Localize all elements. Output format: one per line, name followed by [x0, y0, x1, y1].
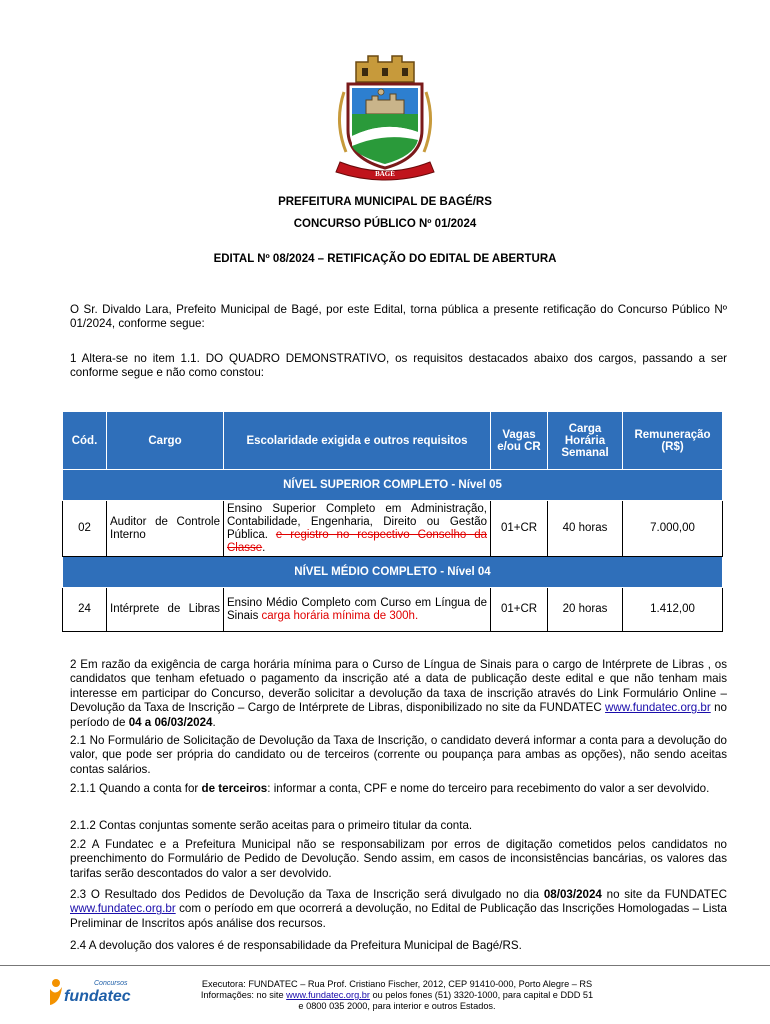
- item-2-4-paragraph: 2.4 A devolução dos valores é de responsabilidade da Prefeitura Municipal de Bagé/RS.: [70, 939, 522, 952]
- item-2-1-2-paragraph: 2.1.2 Contas conjuntas somente serão aceitas para o primeiro titular da conta.: [70, 819, 473, 832]
- header-carga: Carga Horária Semanal: [548, 412, 623, 470]
- logo-main-text: fundatec: [64, 988, 131, 1005]
- cell-vagas: 01+CR: [491, 588, 548, 632]
- intro-paragraph: O Sr. Divaldo Lara, Prefeito Municipal de Bagé, por este Edital, torna pública a presente retificação do Concurso Público Nº 01/2024, conforme segue:: [70, 303, 727, 331]
- struck-requirement-text: e registro no respectivo Conselho da Classe: [227, 528, 487, 554]
- item-2-dates: 04 a 06/03/2024: [128, 715, 213, 729]
- item-2-2-paragraph: 2.2 A Fundatec e a Prefeitura Municipal não se responsabilizam por erros de digitação cometidos pelos candidatos no preenchimento do Formulário de Pedido de Devolução. Sendo assim, em casos de inconsistências bancárias, os valores das tarifas serão descontados do valor a ser devolvido.: [70, 838, 727, 880]
- level-band-label: NÍVEL SUPERIOR COMPLETO - Nível 05: [63, 470, 723, 501]
- requirement-text: Ensino Médio Completo com Curso em Língua de Sinais: [227, 596, 487, 622]
- cell-escolaridade: [224, 588, 491, 632]
- svg-text:BAGÉ: BAGÉ: [375, 170, 395, 178]
- footer-line-3: e 0800 035 2000, para interior e outros Estados.: [298, 1001, 496, 1011]
- contest-title: CONCURSO PÚBLICO Nº 01/2024: [293, 218, 477, 230]
- footer-line-2-post: ou pelos fones (51) 3320-1000, para capital e DDD 51: [372, 990, 594, 1000]
- footer-line-2: [162, 990, 632, 1001]
- item-2-text: 2 Em razão da exigência de carga horária mínima para o Curso de Língua de Sinais para o cargo de Intérprete de Libras , os candidatos que tenham efetuado o pagamento da inscrição até a data de publicação deste edital e que não tenham mais interesse em participar do Concurso, deverão solicitar a devolução da taxa de inscrição através do Link Formulário Online – Devolução da Taxa de Inscrição – Cargo de Intérprete de Libras, disponibilizado no site da FUNDATEC: [70, 658, 727, 715]
- header-escolaridade: Escolaridade exigida e outros requisitos: [224, 412, 491, 470]
- cell-cargo: Intérprete de Libras: [107, 588, 224, 632]
- item-2-3-pre: 2.3 O Resultado dos Pedidos de Devolução da Taxa de Inscrição será divulgado no dia: [70, 888, 540, 901]
- header-cod: Cód.: [63, 412, 107, 470]
- cell-escolaridade: [224, 501, 491, 557]
- cell-carga: 20 horas: [548, 588, 623, 632]
- level-band-label: NÍVEL MÉDIO COMPLETO - Nível 04: [63, 557, 723, 588]
- fundatec-link[interactable]: www.fundatec.org.br: [70, 902, 176, 916]
- cell-vagas: 01+CR: [491, 501, 548, 557]
- item-2-3-mid: no site da FUNDATEC: [606, 888, 727, 901]
- table-header-row: [63, 412, 723, 470]
- cell-remuneracao: 7.000,00: [623, 501, 723, 557]
- cell-remuneracao: 1.412,00: [623, 588, 723, 632]
- positions-table: [62, 411, 723, 632]
- table-row: [63, 588, 723, 632]
- level-band-superior: [63, 470, 723, 501]
- item-2-1-1-paragraph: [70, 782, 727, 796]
- org-title: PREFEITURA MUNICIPAL DE BAGÉ/RS: [278, 196, 492, 208]
- item-2-1-1-pre: 2.1.1 Quando a conta for: [70, 782, 199, 795]
- item-2-3-post: com o período em que ocorrerá a devolução, no Edital de Publicação das Inscrições Homologadas – Lista Preliminar de Inscritos após análise dos recursos.: [70, 902, 727, 930]
- cell-cargo: Auditor de Controle Interno: [107, 501, 224, 557]
- footer-line-2-pre: Informações: no site: [200, 990, 284, 1000]
- coat-of-arms-image: [326, 52, 444, 182]
- footer-divider: [0, 965, 770, 966]
- header-vagas: Vagas e/ou CR: [491, 412, 548, 470]
- cell-carga: 40 horas: [548, 501, 623, 557]
- level-band-medio: [63, 557, 723, 588]
- item-2-3-date: 08/03/2024: [543, 888, 602, 901]
- logo-small-text: Concursos: [94, 980, 128, 987]
- fundatec-logo: [46, 975, 136, 1011]
- item-2-mid: no período de: [70, 701, 727, 729]
- item-2-1-1-bold: de terceiros: [201, 782, 268, 795]
- added-requirement-text: carga horária mínima de 300h.: [261, 609, 419, 622]
- cell-cod: 24: [63, 588, 107, 632]
- table-row: [63, 501, 723, 557]
- footer-fundatec-link[interactable]: www.fundatec.org.br: [286, 990, 370, 1000]
- item-2-3-paragraph: [70, 888, 727, 931]
- fundatec-link[interactable]: www.fundatec.org.br: [605, 701, 711, 715]
- cell-cod: 02: [63, 501, 107, 557]
- item-2-end: .: [212, 715, 216, 729]
- footer-info: [162, 979, 632, 1012]
- requirement-text: Ensino Superior Completo em Administração, Contabilidade, Engenharia, Direito ou Gestão Pública.: [227, 502, 487, 541]
- edital-title: EDITAL Nº 08/2024 – RETIFICAÇÃO DO EDITAL DE ABERTURA: [213, 253, 557, 265]
- footer-line-1: Executora: FUNDATEC – Rua Prof. Cristiano Fischer, 2012, CEP 91410-000, Porto Alegre – RS: [201, 979, 593, 989]
- item-2-1-paragraph: 2.1 No Formulário de Solicitação de Devolução da Taxa de Inscrição, o candidato deverá informar a conta para a devolução do valor, que pode ser própria do candidato ou de terceiros (corrente ou poupança para ambas as opções), não sendo aceitas contas salários.: [70, 734, 727, 776]
- item-1-paragraph: 1 Altera-se no item 1.1. DO QUADRO DEMONSTRATIVO, os requisitos destacados abaixo dos cargos, passando a ser conforme segue e não como constou:: [70, 352, 727, 380]
- item-2-1-1-post: : informar a conta, CPF e nome do terceiro para recebimento do valor a ser devolvido.: [267, 782, 710, 795]
- header-cargo: Cargo: [107, 412, 224, 470]
- requirement-end: .: [262, 541, 266, 554]
- header-remuneracao: Remuneração (R$): [623, 412, 723, 470]
- item-2-paragraph: [70, 658, 727, 730]
